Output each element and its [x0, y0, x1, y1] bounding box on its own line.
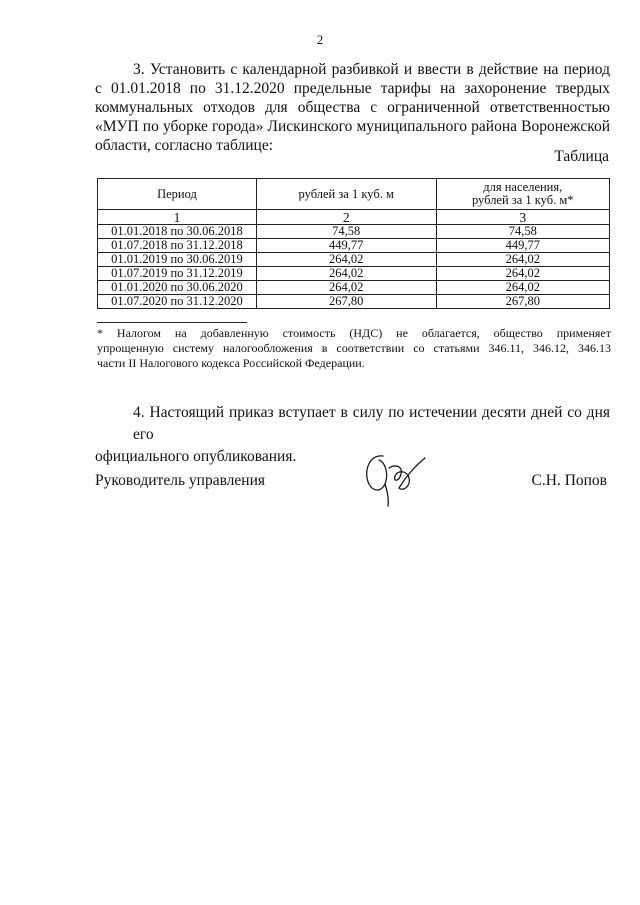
rate-cell: 264,02	[256, 253, 436, 267]
period-cell: 01.07.2018 по 31.12.2018	[98, 239, 257, 253]
header-population-rate: для населения, рублей за 1 куб. м*	[436, 179, 609, 210]
table-column-number-row	[98, 210, 610, 225]
footnote	[97, 326, 611, 371]
table-row	[98, 295, 610, 309]
rate-cell: 449,77	[256, 239, 436, 253]
period-cell: 01.07.2020 по 31.12.2020	[98, 295, 257, 309]
table-header-row	[98, 179, 610, 210]
paragraph-3-line: с 01.01.2018 по 31.12.2020 предельные тарифы на захоронение твердых	[95, 80, 610, 97]
table-row	[98, 225, 610, 239]
footnote-divider	[97, 322, 247, 323]
table-row	[98, 281, 610, 295]
page-number: 2	[316, 32, 324, 47]
footnote-line: части II Налогового кодекса Российской Федерации.	[97, 356, 365, 370]
period-cell: 01.01.2020 по 30.06.2020	[98, 281, 257, 295]
column-number: 3	[436, 210, 609, 225]
signatory-position: Руководитель управления	[95, 472, 266, 489]
table-row	[98, 239, 610, 253]
rate-cell: 74,58	[256, 225, 436, 239]
rate-cell: 264,02	[256, 281, 436, 295]
table-row	[98, 253, 610, 267]
column-number: 1	[98, 210, 257, 225]
tariff-table	[97, 178, 610, 309]
signatory-name: С.Н. Попов	[531, 472, 607, 489]
table-row	[98, 267, 610, 281]
paragraph-3-line: «МУП по уборке города» Лискинского муниципального района Воронежской	[95, 118, 610, 135]
paragraph-3-line: коммунальных отходов для общества с ограниченной ответственностью	[95, 99, 610, 116]
paragraph-4	[95, 402, 610, 468]
population-rate-cell: 264,02	[436, 267, 609, 281]
period-cell: 01.01.2019 по 30.06.2019	[98, 253, 257, 267]
paragraph-4-line: 4. Настоящий приказ вступает в силу по истечении десяти дней со дня его	[133, 404, 610, 443]
handwritten-signature	[355, 448, 435, 508]
footnote-line: упрощенную систему налогообложения в соответствии со статьями 346.11, 346.12, 346.13	[97, 341, 611, 355]
paragraph-3-line: 3. Установить с календарной разбивкой и ввести в действие на период	[133, 61, 610, 78]
paragraph-4-line: официального опубликования.	[95, 448, 297, 465]
period-cell: 01.01.2018 по 30.06.2018	[98, 225, 257, 239]
paragraph-3-line: области, согласно таблице:	[95, 137, 274, 154]
population-rate-cell: 449,77	[436, 239, 609, 253]
period-cell: 01.07.2019 по 31.12.2019	[98, 267, 257, 281]
column-number: 2	[256, 210, 436, 225]
population-rate-cell: 267,80	[436, 295, 609, 309]
header-rate: рублей за 1 куб. м	[256, 179, 436, 210]
population-rate-cell: 264,02	[436, 281, 609, 295]
population-rate-cell: 74,58	[436, 225, 609, 239]
header-period: Период	[98, 179, 257, 210]
paragraph-3	[95, 60, 610, 155]
table-caption: Таблица	[554, 148, 609, 165]
rate-cell: 267,80	[256, 295, 436, 309]
footnote-line: * Налогом на добавленную стоимость (НДС) не облагается, общество применяет	[97, 326, 611, 340]
rate-cell: 264,02	[256, 267, 436, 281]
population-rate-cell: 264,02	[436, 253, 609, 267]
